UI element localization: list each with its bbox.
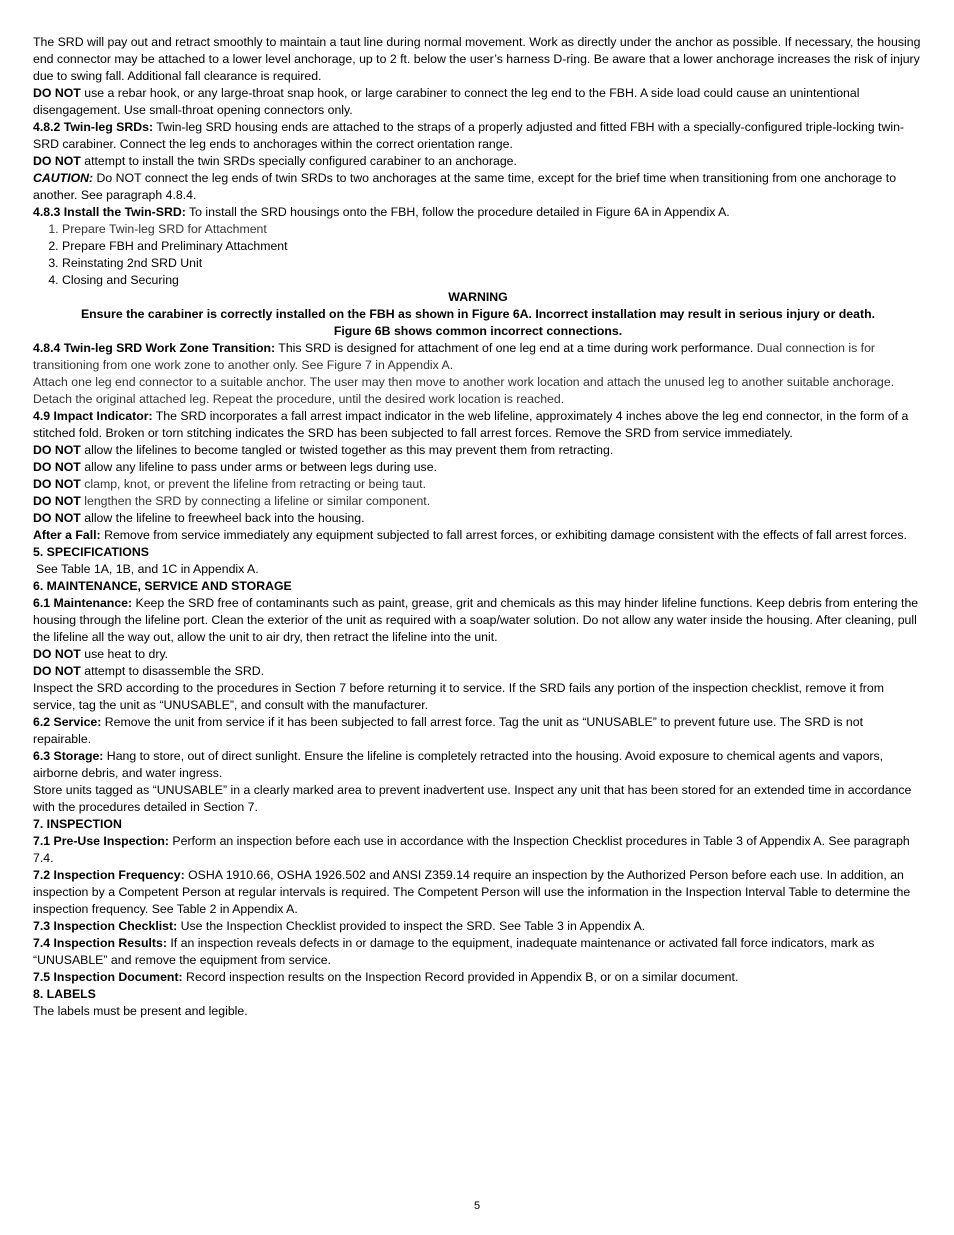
paragraph-lead: 6.2 Service: [33,715,102,729]
warning-title: WARNING [448,290,508,304]
paragraph-lead: DO NOT [33,494,81,508]
paragraph-text: If an inspection reveals defects in or damage to the equipment, inadequate maintenance or activated fall force indicators, mark as “UNUSABLE” and remove the equipment from service. [33,936,875,967]
paragraph-inspect-before-return: Inspect the SRD according to the procedures in Section 7 before returning it to service. If the SRD fails any portion of the inspection checklist, remove it from service, tag the unit as “UNUSABLE”, and consult with the manufacturer. [33,681,884,712]
paragraph-labels: The labels must be present and legible. [33,1004,248,1018]
paragraph-7-3 [33,918,923,935]
paragraph-7-5 [33,969,923,986]
paragraph-do-not-under-arms [33,459,923,476]
list-item: 1. Prepare Twin-leg SRD for Attachment [62,221,923,238]
paragraph-lead: DO NOT [33,86,81,100]
paragraph-after-fall [33,527,923,544]
paragraph-lead: 4.8.4 Twin-leg SRD Work Zone Transition: [33,341,276,355]
paragraph-lead: 4.8.2 Twin-leg SRDs: [33,120,154,134]
paragraph-text: Use the Inspection Checklist provided to inspect the SRD. See Table 3 in Appendix A. [177,919,646,933]
paragraph-do-not-carabiner-anchorage [33,153,923,170]
paragraph-text: Twin-leg SRD housing ends are attached to the straps of a properly adjusted and fitted FBH with a specially-configured triple-locking twin-SRD carabiner. Connect the leg ends to anchorages within the correct orientation range. [33,120,905,151]
paragraph-text: The SRD will pay out and retract smoothly to maintain a taut line during normal movement. Work as directly under the anchor as possible. If necessary, the housing end connector may be attached to a lower level anchorage, up to 2 ft. below the user’s harness D-ring. Be aware that a lower anchorage increases the risk of injury due to swing fall. Additional fall clearance is required. [33,35,921,83]
paragraph-6-1 [33,595,923,646]
paragraph-do-not-disassemble [33,663,923,680]
paragraph-lead: 7.5 Inspection Document: [33,970,183,984]
paragraph-do-not-clamp [33,476,923,493]
paragraph-text: This SRD is designed for attachment of one leg end at a time during work performance. [275,341,754,355]
paragraph-lead: 6.3 Storage: [33,749,104,763]
section-heading-specifications: 5. SPECIFICATIONS [33,545,149,559]
paragraph-text: Record inspection results on the Inspection Record provided in Appendix B, or on a similar document. [182,970,739,984]
paragraph-text: Perform an inspection before each use in accordance with the Inspection Checklist procedures in Table 3 of Appendix A. See paragraph 7.4. [33,834,910,865]
paragraph-7-2 [33,867,923,918]
paragraph-text: Keep the SRD free of contaminants such as paint, grease, grit and chemicals as this may hinder lifeline functions. Keep debris from entering the housing through the lifeline port. Clean the exterior of the unit as required with a soap/water solution. Do not allow any water inside the housing. After cleaning, pull the lifeline all the way out, allow the unit to air dry, then retract the lifeline into the unit. [33,596,919,644]
paragraph-4-9 [33,408,923,442]
paragraph-specifications: See Table 1A, 1B, and 1C in Appendix A. [36,562,259,576]
paragraph-text: OSHA 1910.66, OSHA 1926.502 and ANSI Z359.14 require an inspection by the Authorized Person before each use. In addition, an inspection by a Competent Person at regular intervals is required. The Competent Person will use the information in the Inspection Interval Table to determine the inspection frequency. See Table 2 in Appendix A. [33,868,911,916]
paragraph-7-4 [33,935,923,969]
paragraph-lead: DO NOT [33,647,81,661]
paragraph-lead: 6.1 Maintenance: [33,596,133,610]
paragraph-text: To install the SRD housings onto the FBH, follow the procedure detailed in Figure 6A in Appendix A. [185,205,730,219]
paragraph-lead: DO NOT [33,664,81,678]
paragraph-attach-leg [33,374,923,408]
paragraph-lead: DO NOT [33,460,81,474]
paragraph-do-not-lengthen [33,493,923,510]
paragraph-do-not-rebar-hook [33,85,923,119]
paragraph-text: allow any lifeline to pass under arms or between legs during use. [80,460,437,474]
paragraph-6-2 [33,714,923,748]
paragraph-text: The SRD incorporates a fall arrest impact indicator in the web lifeline, approximately 4 inches above the leg end connector, in the form of a stitched fold. Broken or torn stitching indicates the SRD has been subjected to fall arrest forces. Remove the SRD from service immediately. [33,409,909,440]
paragraph-lead: DO NOT [33,477,81,491]
paragraph-lead: DO NOT [33,443,81,457]
warning-line: Figure 6B shows common incorrect connections. [333,324,623,338]
install-steps-list [33,221,923,289]
paragraph-7-1 [33,833,923,867]
page-number: 5 [473,1200,481,1212]
paragraph-text: allow the lifeline to freewheel back into the housing. [80,511,365,525]
paragraph-text: use heat to dry. [80,647,169,661]
warning-line: Ensure the carabiner is correctly installed on the FBH as shown in Figure 6A. Incorrect installation may result in serious injury or death. [80,307,876,321]
paragraph-4-8-4 [33,340,923,374]
paragraph-4-8-2 [33,119,923,153]
section-heading-labels: 8. LABELS [33,987,96,1001]
paragraph-text: Do NOT connect the leg ends of twin SRDs to two anchorages at the same time, except for the brief time when transitioning from one anchorage to another. See paragraph 4.8.4. [33,171,897,202]
paragraph-text: clamp, knot, or prevent the lifeline from retracting or being taut. [80,477,426,491]
paragraph-text: attempt to install the twin SRDs specially configured carabiner to an anchorage. [80,154,517,168]
list-item: 4. Closing and Securing [62,272,923,289]
paragraph-text: Remove the unit from service if it has been subjected to fall arrest force. Tag the unit as “UNUSABLE” to prevent future use. The SRD is not repairable. [33,715,864,746]
paragraph-do-not-heat [33,646,923,663]
paragraph-do-not-freewheel [33,510,923,527]
paragraph-srd-payout [33,34,923,85]
document-page [33,34,923,1020]
paragraph-lead: After a Fall: [33,528,101,542]
paragraph-lead: 4.8.3 Install the Twin-SRD: [33,205,186,219]
paragraph-text: Hang to store, out of direct sunlight. Ensure the lifeline is completely retracted into the housing. Avoid exposure to chemical agents and vapors, airborne debris, and water ingress. [33,749,884,780]
paragraph-4-8-3 [33,204,923,221]
paragraph-text: Remove from service immediately any equipment subjected to fall arrest forces, or exhibiting damage consistent with the effects of fall arrest forces. [100,528,907,542]
list-item: 3. Reinstating 2nd SRD Unit [62,255,923,272]
paragraph-lead: 4.9 Impact Indicator: [33,409,153,423]
paragraph-lead: 7.2 Inspection Frequency: [33,868,185,882]
paragraph-lead: DO NOT [33,154,81,168]
paragraph-text: allow the lifelines to become tangled or twisted together as this may prevent them from retracting. [80,443,614,457]
paragraph-lead: 7.3 Inspection Checklist: [33,919,178,933]
paragraph-text: Attach one leg end connector to a suitable anchor. The user may then move to another work location and attach the unused leg to another suitable anchorage. Detach the original attached leg. Repeat the procedure, until the desired work location is reached. [33,375,895,406]
paragraph-text: use a rebar hook, or any large-throat snap hook, or large carabiner to connect the leg end to the FBH. A side load could cause an unintentional disengagement. Use small-throat opening connectors only. [33,86,860,117]
section-heading-maintenance: 6. MAINTENANCE, SERVICE AND STORAGE [33,579,292,593]
paragraph-text: attempt to disassemble the SRD. [80,664,264,678]
paragraph-lead: 7.1 Pre-Use Inspection: [33,834,169,848]
paragraph-lead: DO NOT [33,511,81,525]
paragraph-6-3 [33,748,923,782]
caution-lead: CAUTION: [33,171,94,185]
paragraph-text: lengthen the SRD by connecting a lifeline or similar component. [80,494,431,508]
list-item: 2. Prepare FBH and Preliminary Attachment [62,238,923,255]
paragraph-store-unusable: Store units tagged as “UNUSABLE” in a clearly marked area to prevent inadvertent use. Inspect any unit that has been stored for an extended time in accordance with the procedures detailed in Section 7. [33,783,912,814]
section-heading-inspection: 7. INSPECTION [33,817,122,831]
paragraph-lead: 7.4 Inspection Results: [33,936,167,950]
paragraph-text: Dual connection is for transitioning from one work zone to another only. See Figure 7 in Appendix A. [33,341,876,372]
paragraph-caution [33,170,923,204]
paragraph-do-not-tangled [33,442,923,459]
